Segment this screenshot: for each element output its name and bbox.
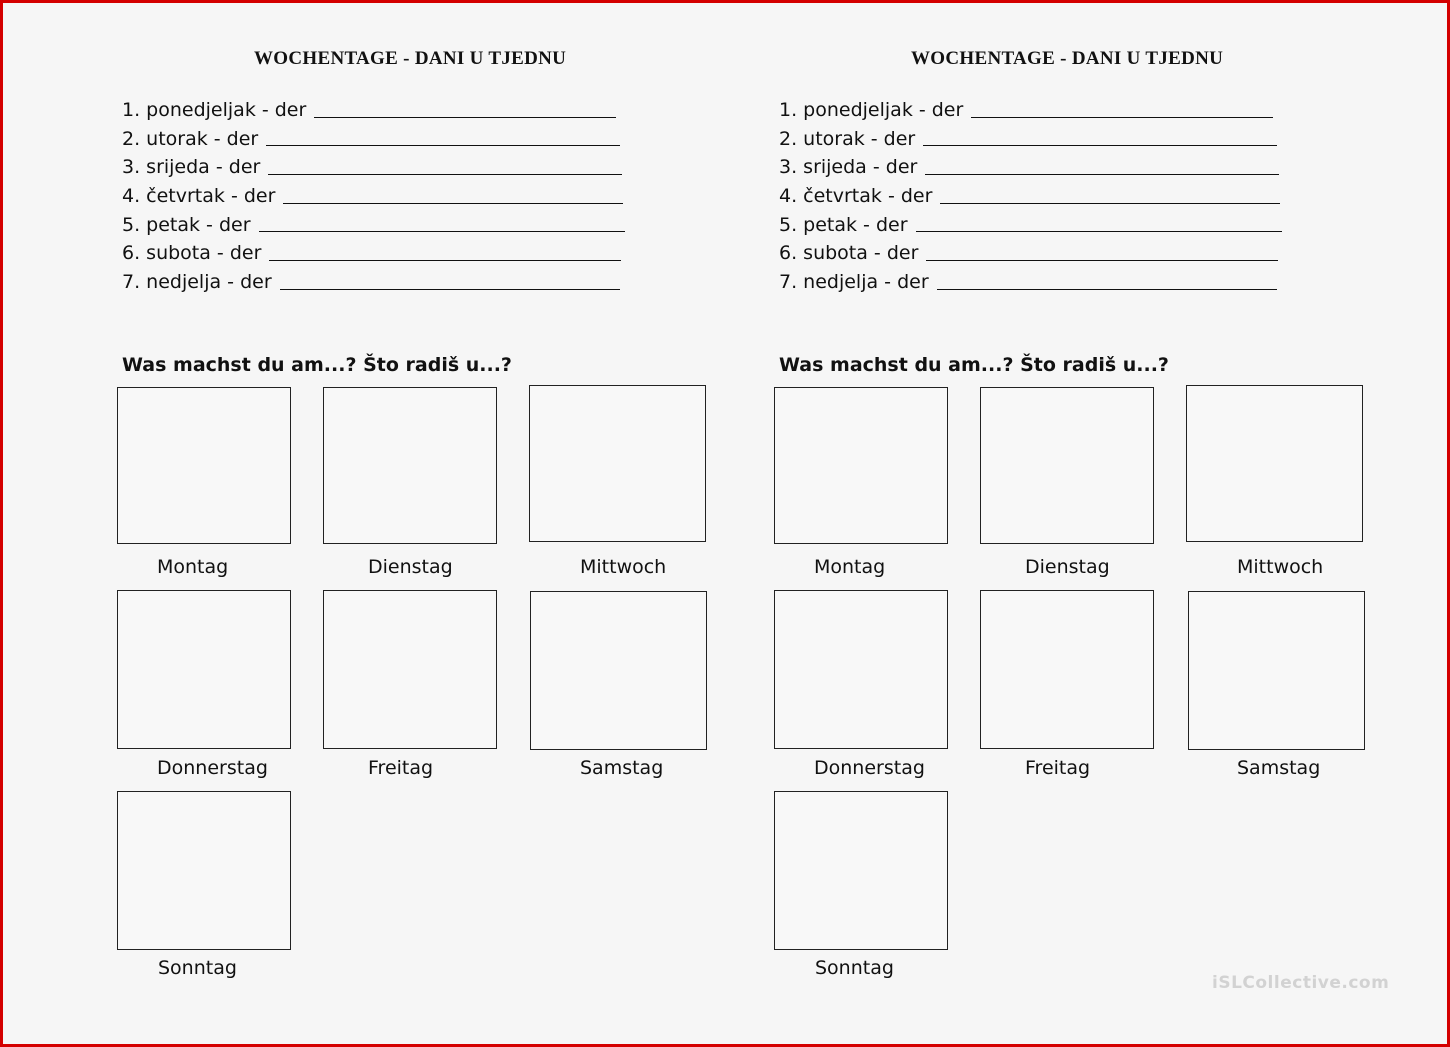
answer-line[interactable] (283, 184, 623, 204)
drawing-box-freitag[interactable] (323, 590, 497, 749)
worksheet-title: WOCHENTAGE - DANI U TJEDNU (254, 48, 567, 69)
watermark: iSLCollective.com (1212, 973, 1390, 993)
answer-line[interactable] (268, 155, 622, 175)
answer-line[interactable] (269, 241, 621, 261)
list-item: 4. četvrtak - der (122, 182, 625, 211)
list-item: 6. subota - der (122, 239, 625, 268)
activity-prompt: Was machst du am...? Što radiš u...? (779, 354, 1169, 376)
answer-line[interactable] (280, 270, 620, 290)
list-item: 7. nedjelja - der (122, 268, 625, 297)
list-item: 2. utorak - der (779, 125, 1282, 154)
day-label-montag: Montag (157, 556, 229, 578)
list-item: 5. petak - der (779, 211, 1282, 240)
worksheet-right (657, 0, 1377, 1047)
answer-line[interactable] (923, 126, 1277, 146)
day-label-donnerstag: Donnerstag (157, 757, 268, 779)
day-label-dienstag: Dienstag (368, 556, 453, 578)
list-item: 1. ponedjeljak - der (122, 96, 625, 125)
drawing-box-mittwoch[interactable] (1186, 385, 1363, 542)
list-item: 7. nedjelja - der (779, 268, 1282, 297)
day-label-sonntag: Sonntag (158, 957, 237, 979)
day-list (779, 96, 1282, 297)
day-label-mittwoch: Mittwoch (580, 556, 667, 578)
answer-line[interactable] (925, 155, 1279, 175)
list-item: 6. subota - der (779, 239, 1282, 268)
answer-line[interactable] (940, 184, 1280, 204)
activity-prompt: Was machst du am...? Što radiš u...? (122, 354, 512, 376)
drawing-box-dienstag[interactable] (323, 387, 497, 544)
drawing-box-samstag[interactable] (1188, 591, 1365, 750)
drawing-box-sonntag[interactable] (774, 791, 948, 950)
drawing-box-dienstag[interactable] (980, 387, 1154, 544)
worksheet-left (0, 0, 720, 1047)
list-item: 3. srijeda - der (779, 153, 1282, 182)
answer-line[interactable] (937, 270, 1277, 290)
list-item: 2. utorak - der (122, 125, 625, 154)
list-item: 4. četvrtak - der (779, 182, 1282, 211)
answer-line[interactable] (314, 98, 616, 118)
day-list (122, 96, 625, 297)
drawing-box-donnerstag[interactable] (117, 590, 291, 749)
day-label-sonntag: Sonntag (815, 957, 894, 979)
day-label-mittwoch: Mittwoch (1237, 556, 1324, 578)
list-item: 3. srijeda - der (122, 153, 625, 182)
day-label-samstag: Samstag (580, 757, 664, 779)
drawing-box-donnerstag[interactable] (774, 590, 948, 749)
day-label-freitag: Freitag (1025, 757, 1091, 779)
answer-line[interactable] (926, 241, 1278, 261)
day-label-samstag: Samstag (1237, 757, 1321, 779)
day-label-freitag: Freitag (368, 757, 434, 779)
drawing-box-montag[interactable] (774, 387, 948, 544)
list-item: 5. petak - der (122, 211, 625, 240)
drawing-box-freitag[interactable] (980, 590, 1154, 749)
answer-line[interactable] (971, 98, 1273, 118)
day-label-donnerstag: Donnerstag (814, 757, 925, 779)
day-label-montag: Montag (814, 556, 886, 578)
answer-line[interactable] (259, 212, 625, 232)
list-item: 1. ponedjeljak - der (779, 96, 1282, 125)
day-label-dienstag: Dienstag (1025, 556, 1110, 578)
drawing-box-montag[interactable] (117, 387, 291, 544)
worksheet-title: WOCHENTAGE - DANI U TJEDNU (911, 48, 1224, 69)
answer-line[interactable] (916, 212, 1282, 232)
drawing-box-sonntag[interactable] (117, 791, 291, 950)
answer-line[interactable] (266, 126, 620, 146)
